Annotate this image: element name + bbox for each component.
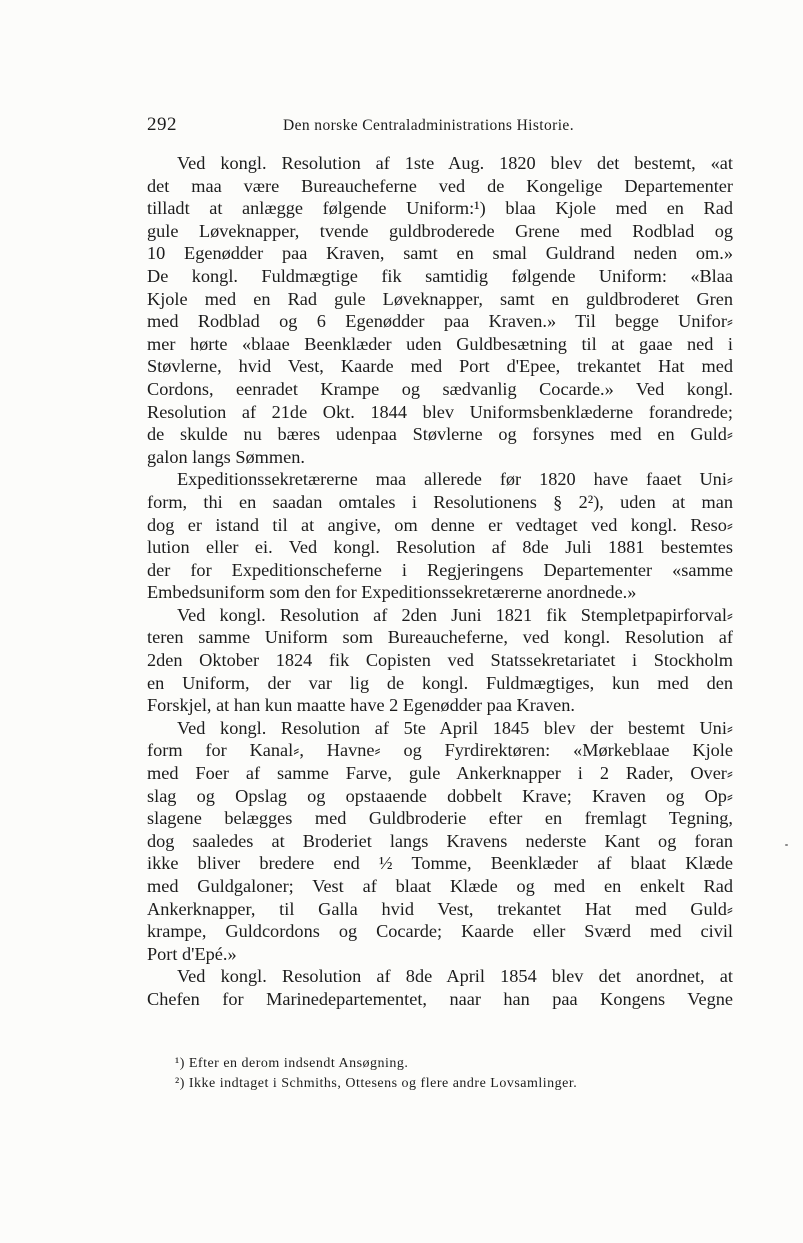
text-line: Expeditionssekretærerne maa allerede før 1820 have faaet Uni⸗ (177, 469, 733, 490)
footnotes (175, 1054, 695, 1094)
text-line: dog saaledes at Broderiet langs Kravens nederste Kant og foran (147, 830, 733, 851)
footnote: ²) Ikke indtaget i Schmiths, Ottesens og flere andre Lovsamlinger. (175, 1076, 578, 1091)
text-line: Chefen for Marinedepartementet, naar han paa Kongens Vegne (147, 988, 733, 1009)
text-line: Cordons, eenradet Krampe og sædvanlig Cocarde.» Ved kongl. (147, 378, 733, 399)
text-line: med Guldgaloner; Vest af blaat Klæde og med en enkelt Rad (147, 876, 733, 896)
body-text (147, 152, 733, 1011)
text-line: 10 Egenødder paa Kraven, samt en smal Guldrand neden om.» (147, 243, 733, 264)
text-line: krampe, Guldcordons og Cocarde; Kaarde eller Sværd med civil (147, 921, 733, 942)
margin-speck (785, 844, 788, 846)
text-line: slagene belægges med Guldbroderie efter en fremlagt Tegning, (147, 808, 733, 829)
text-line: 2den Oktober 1824 fik Copisten ved Statssekretariatet i Stockholm (147, 650, 733, 671)
text-line: dog er istand til at angive, om denne er vedtaget ved kongl. Reso⸗ (147, 514, 733, 535)
text-line: ikke bliver bredere end ½ Tomme, Beenklæder af blaat Klæde (147, 853, 733, 874)
text-line: form for Kanal⸗, Havne⸗ og Fyrdirektøren: «Mørkeblaae Kjole (147, 740, 733, 761)
text-line: med Rodblad og 6 Egenødder paa Kraven.» Til begge Unifor⸗ (147, 311, 733, 332)
text-line: det maa være Bureaucheferne ved de Kongelige Departementer (147, 175, 733, 196)
page-header (147, 114, 732, 140)
text-line: Ved kongl. Resolution af 1ste Aug. 1820 blev det bestemt, «at (177, 153, 733, 173)
text-line: med Foer af samme Farve, gule Ankerknapper i 2 Rader, Over⸗ (147, 763, 733, 784)
text-line: teren samme Uniform som Bureaucheferne, ved kongl. Resolution af (147, 627, 733, 648)
text-line: Ved kongl. Resolution af 2den Juni 1821 fik Stempletpapirforval⸗ (177, 604, 733, 625)
text-line: tilladt at anlægge følgende Uniform:¹) blaa Kjole med en Rad (147, 198, 733, 219)
text-line: en Uniform, der var lig de kongl. Fuldmægtiges, kun med den (147, 672, 733, 693)
text-line: slag og Opslag og opstaaende dobbelt Krave; Kraven og Op⸗ (147, 785, 733, 806)
text-line: der for Expeditionscheferne i Regjeringens Departementer «samme (147, 559, 733, 580)
text-line: Kjole med en Rad gule Løveknapper, samt en guldbroderet Gren (147, 288, 733, 309)
running-title: Den norske Centraladministrations Historie. (283, 117, 574, 134)
page-number: 292 (147, 114, 177, 135)
text-line: Embedsuniform som den for Expeditionssekretærerne anordnede.» (147, 582, 637, 603)
text-line: Ankerknapper, til Galla hvid Vest, trekantet Hat med Guld⸗ (147, 898, 733, 919)
text-line: De kongl. Fuldmægtige fik samtidig følgende Uniform: «Blaa (147, 265, 733, 286)
text-line: Ved kongl. Resolution af 5te April 1845 blev der bestemt Uni⸗ (177, 717, 733, 738)
text-line: galon langs Sømmen. (147, 446, 305, 467)
text-line: de skulde nu bæres udenpaa Støvlerne og forsynes med en Guld⸗ (147, 424, 733, 445)
text-line: Forskjel, at han kun maatte have 2 Egenødder paa Kraven. (147, 695, 575, 716)
text-line: lution eller ei. Ved kongl. Resolution af 8de Juli 1881 bestemtes (147, 537, 733, 558)
text-line: gule Løveknapper, tvende guldbroderede Grene med Rodblad og (147, 220, 733, 241)
text-line: Resolution af 21de Okt. 1844 blev Uniformsbenklæderne forandrede; (147, 401, 733, 422)
text-line: Port d'Epé.» (147, 943, 237, 964)
text-line: Støvlerne, hvid Vest, Kaarde med Port d'Epee, trekantet Hat med (147, 356, 733, 377)
footnote: ¹) Efter en derom indsendt Ansøgning. (175, 1056, 409, 1071)
text-line: Ved kongl. Resolution af 8de April 1854 blev det anordnet, at (177, 966, 733, 987)
text-line: form, thi en saadan omtales i Resolutionens § 2²), uden at man (147, 491, 733, 512)
text-line: mer hørte «blaae Beenklæder uden Guldbesætning til at gaae ned i (147, 333, 733, 354)
